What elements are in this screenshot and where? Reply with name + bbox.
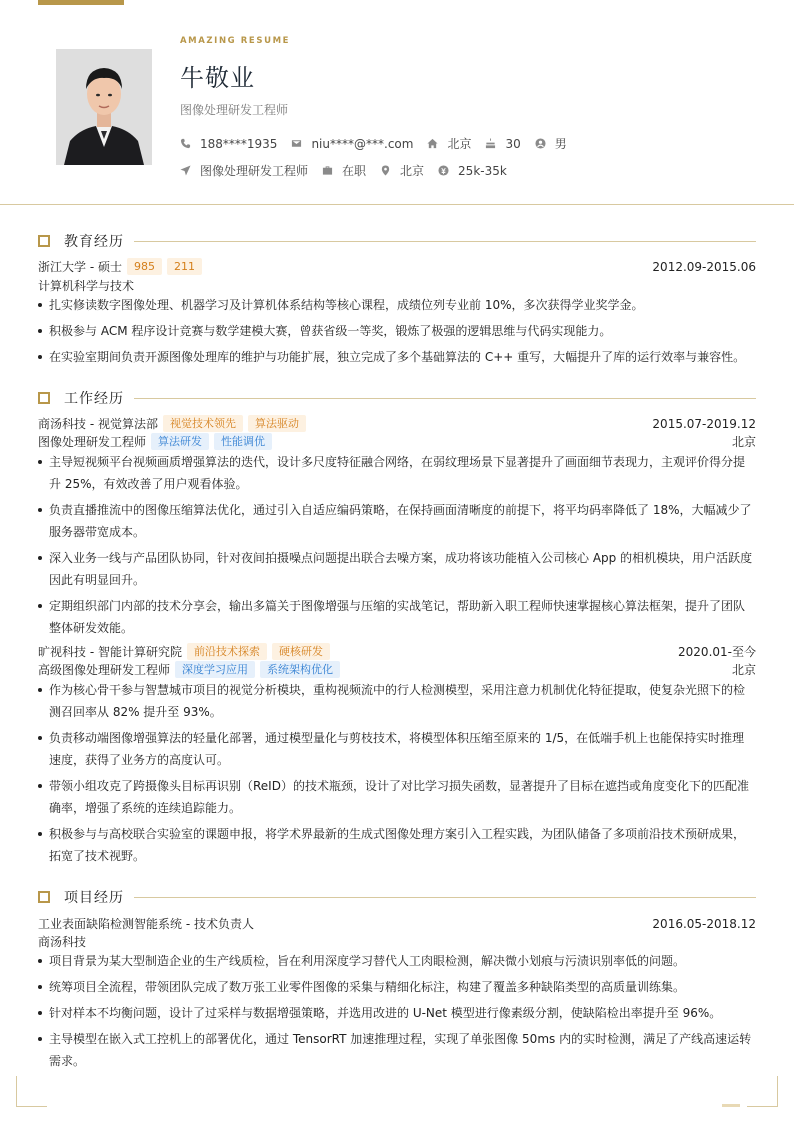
location-icon [380, 165, 391, 176]
project-bullets [38, 950, 756, 1076]
home-city-item [427, 135, 471, 152]
mail-icon [291, 138, 302, 149]
company-tag: 算法驱动 [248, 415, 306, 432]
company-tag: 前沿技术探索 [187, 643, 267, 660]
job-bullets [38, 451, 756, 643]
job-city: 北京 [731, 663, 756, 677]
list-item: 在实验室期间负责开源图像处理库的维护与功能扩展，独立完成了多个基础算法的 C++ 重写，大幅提升了库的运行效率与兼容性。 [38, 346, 756, 368]
section-square-icon [38, 891, 50, 903]
job-intent-row [180, 162, 521, 179]
project-company: 商汤科技 [38, 935, 87, 949]
salary-text: 25k-35k [458, 163, 507, 178]
school-tag: 211 [167, 258, 202, 275]
job-role: 图像处理研发工程师 [38, 435, 147, 449]
candidate-name: 牛敬业 [180, 64, 255, 92]
company-tag: 硬核研发 [272, 643, 330, 660]
project-head [38, 915, 756, 932]
home-icon [427, 138, 438, 149]
section-line [134, 241, 756, 242]
education-major-row [38, 277, 756, 294]
project-date: 2016.05-2018.12 [652, 916, 756, 931]
education-date: 2012.09-2015.06 [652, 259, 756, 274]
list-item: 项目背景为某大型制造企业的生产线质检，旨在利用深度学习替代人工肉眼检测，解决微小划痕与污渍识别率低的问题。 [38, 950, 756, 972]
list-item: 针对样本不均衡问题，设计了过采样与数据增强策略，并选用改进的 U-Net 模型进行像素级分割，使缺陷检出率提升至 96%。 [38, 1002, 756, 1024]
section-title-projects: 项目经历 [64, 890, 124, 906]
status-text: 在职 [342, 164, 367, 178]
section-projects [38, 887, 756, 907]
phone-item [180, 137, 277, 151]
age-text: 30 [505, 136, 521, 151]
salary-item [438, 164, 507, 178]
role-tag: 算法研发 [151, 433, 209, 450]
job-date: 2020.01-至今 [678, 645, 756, 659]
role-tag: 性能调优 [214, 433, 272, 450]
list-item: 定期组织部门内部的技术分享会，输出多篇关于图像增强与压缩的实战笔记，帮助新入职工程师快速掌握核心算法框架，提升了团队整体研发效能。 [38, 595, 756, 639]
list-item: 作为核心骨干参与智慧城市项目的视觉分析模块，重构视频流中的行人检测模型，采用注意力机制优化特征提取，使复杂光照下的检测召回率从 82% 提升至 93%。 [38, 679, 756, 723]
target-role-item [180, 162, 308, 179]
section-square-icon [38, 235, 50, 247]
list-item: 主导短视频平台视频画质增强算法的迭代，设计多尺度特征融合网络，在弱纹理场景下显著提升了画面细节表现力，主观评价得分提升 25%，有效改善了用户观看体验。 [38, 451, 756, 495]
job-head [38, 415, 756, 432]
list-item: 主导模型在嵌入式工控机上的部署优化，通过 TensorRT 加速推理过程，实现了单张图像 50ms 内的实时检测，满足了产线高速运转需求。 [38, 1028, 756, 1072]
list-item: 深入业务一线与产品团队协同，针对夜间拍摄噪点问题提出联合去噪方案，成功将该功能植入公司核心 App 的相机模块，用户活跃度因此有明显回升。 [38, 547, 756, 591]
section-work [38, 388, 756, 408]
job-role: 高级图像处理研发工程师 [38, 663, 171, 677]
school-name: 浙江大学 - 硕士 [38, 260, 122, 274]
section-line [134, 398, 756, 399]
phone-icon [180, 138, 191, 149]
avatar-photo [56, 49, 152, 165]
list-item: 扎实修读数字图像处理、机器学习及计算机体系结构等核心课程，成绩位列专业前 10%，多次获得学业奖学金。 [38, 294, 756, 316]
avatar [56, 49, 152, 165]
resume-tagline: AMAZING RESUME [180, 36, 291, 46]
list-item: 负责直播推流中的图像压缩算法优化，通过引入自适应编码策略，在保持画面清晰度的前提下，将平均码率降低了 18%，大幅减少了服务器带宽成本。 [38, 499, 756, 543]
briefcase-icon [322, 165, 333, 176]
job-subtitle: 图像处理研发工程师 [180, 103, 289, 117]
section-square-icon [38, 392, 50, 404]
target-role-text: 图像处理研发工程师 [200, 164, 309, 178]
project-name: 工业表面缺陷检测智能系统 - 技术负责人 [38, 917, 254, 931]
corner-decoration-right [747, 1076, 778, 1107]
job-role-row [38, 661, 756, 678]
target-city-text: 北京 [400, 164, 425, 178]
company-name: 商汤科技 - 视觉算法部 [38, 417, 158, 431]
bottom-accent-mark [722, 1104, 740, 1107]
education-head [38, 258, 756, 275]
age-item [485, 137, 520, 151]
contact-info-row [180, 135, 581, 152]
list-item: 负责移动端图像增强算法的轻量化部署，通过模型量化与剪枝技术，将模型体积压缩至原来的 1/5，在低端手机上也能保持实时推理速度，获得了业务方的高度认可。 [38, 727, 756, 771]
top-accent-bar [38, 0, 124, 5]
email-text: niu****@***.com [311, 136, 414, 151]
phone-text: 188****1935 [200, 136, 278, 151]
company-name: 旷视科技 - 智能计算研究院 [38, 645, 182, 659]
job-role-row [38, 433, 756, 450]
job-bullets [38, 679, 756, 871]
section-title-education: 教育经历 [64, 234, 124, 250]
job-city: 北京 [731, 435, 756, 449]
target-city-item [380, 162, 424, 179]
send-icon [180, 165, 191, 176]
company-tag: 视觉技术领先 [163, 415, 243, 432]
education-bullets [38, 294, 756, 372]
user-icon [535, 138, 546, 149]
role-tag: 深度学习应用 [175, 661, 255, 678]
role-tag: 系统架构优化 [260, 661, 340, 678]
home-city-text: 北京 [447, 137, 472, 151]
list-item: 统筹项目全流程，带领团队完成了数万张工业零件图像的采集与精细化标注，构建了覆盖多种缺陷类型的高质量训练集。 [38, 976, 756, 998]
school-tag: 985 [127, 258, 162, 275]
job-date: 2015.07-2019.12 [652, 416, 756, 431]
cake-icon [485, 138, 496, 149]
money-icon [438, 165, 449, 176]
project-company-row [38, 933, 756, 950]
education-major: 计算机科学与技术 [38, 279, 135, 293]
list-item: 积极参与 ACM 程序设计竞赛与数学建模大赛，曾获省级一等奖，锻炼了极强的逻辑思维与代码实现能力。 [38, 320, 756, 342]
list-item: 积极参与与高校联合实验室的课题申报，将学术界最新的生成式图像处理方案引入工程实践，为团队储备了多项前沿技术预研成果，拓宽了技术视野。 [38, 823, 756, 867]
section-title-work: 工作经历 [64, 391, 124, 407]
job-head [38, 643, 756, 660]
email-item [291, 137, 413, 151]
list-item: 带领小组攻克了跨摄像头目标再识别（ReID）的技术瓶颈，设计了对比学习损失函数，显著提升了目标在遮挡或角度变化下的匹配准确率，增强了系统的连续追踪能力。 [38, 775, 756, 819]
corner-decoration-left [16, 1076, 47, 1107]
gender-text: 男 [554, 137, 567, 151]
section-line [134, 897, 756, 898]
gender-item [535, 135, 567, 152]
status-item [322, 162, 366, 179]
section-education [38, 231, 756, 251]
header-divider [0, 204, 794, 205]
